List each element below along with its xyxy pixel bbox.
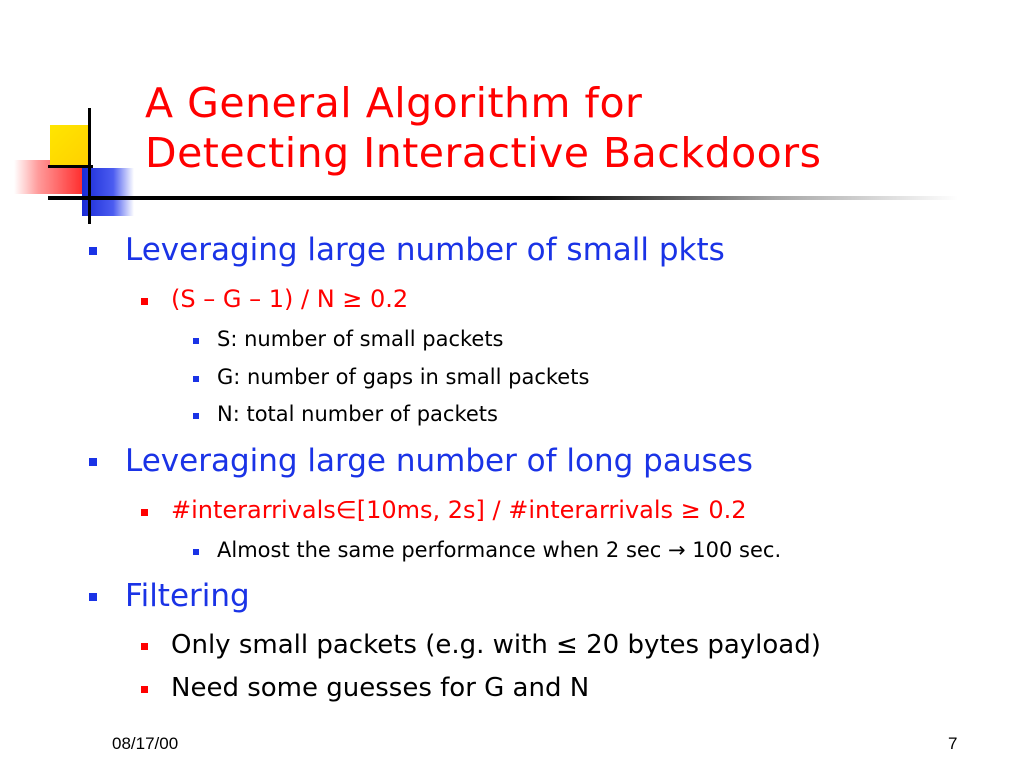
bullet-level3	[217, 538, 781, 562]
bullet-text: Almost the same performance when 2 sec → 100 sec.	[217, 538, 782, 562]
bullet-text: S: number of small packets	[217, 327, 504, 351]
bullet-marker	[89, 247, 97, 255]
bullet-marker	[193, 549, 199, 555]
bullet-text: N: total number of packets	[217, 402, 498, 426]
bullet-marker	[141, 298, 148, 305]
bullet-marker	[89, 593, 97, 601]
bullet-level1	[125, 443, 753, 479]
bullet-level3	[217, 402, 498, 426]
bullet-level1	[125, 232, 725, 268]
bullet-level3	[217, 365, 589, 389]
bullet-marker	[193, 413, 199, 419]
bullet-marker	[89, 458, 97, 466]
bullet-level1	[125, 578, 250, 614]
bullet-text: G: number of gaps in small packets	[217, 365, 590, 389]
footer-date: 08/17/00	[112, 734, 179, 753]
bullet-text: #interarrivals∈[10ms, 2s] / #interarrivals ≥ 0.2	[171, 496, 747, 524]
bullet-text: Need some guesses for G and N	[171, 673, 590, 703]
bullet-text: Leveraging large number of small pkts	[125, 232, 725, 268]
bullet-text: Filtering	[125, 578, 250, 614]
bullet-marker	[141, 686, 148, 693]
bullet-level2	[171, 496, 747, 524]
bullet-marker	[193, 376, 199, 382]
bullet-text: (S – G – 1) / N ≥ 0.2	[171, 285, 409, 313]
bullet-level2	[171, 630, 821, 660]
bullet-marker	[141, 643, 148, 650]
bullet-text: Leveraging large number of long pauses	[125, 443, 753, 479]
bullet-marker	[193, 338, 199, 344]
bullet-level3	[217, 327, 504, 351]
page-number: 7	[948, 734, 958, 753]
bullet-marker	[141, 509, 148, 516]
bullet-text: Only small packets (e.g. with ≤ 20 bytes payload)	[171, 630, 821, 660]
bullet-level2	[171, 285, 408, 313]
slide-title-line-1: A General Algorithm for	[145, 79, 643, 127]
bullet-level2	[171, 673, 589, 703]
slide-title-line-2: Detecting Interactive Backdoors	[145, 129, 822, 177]
